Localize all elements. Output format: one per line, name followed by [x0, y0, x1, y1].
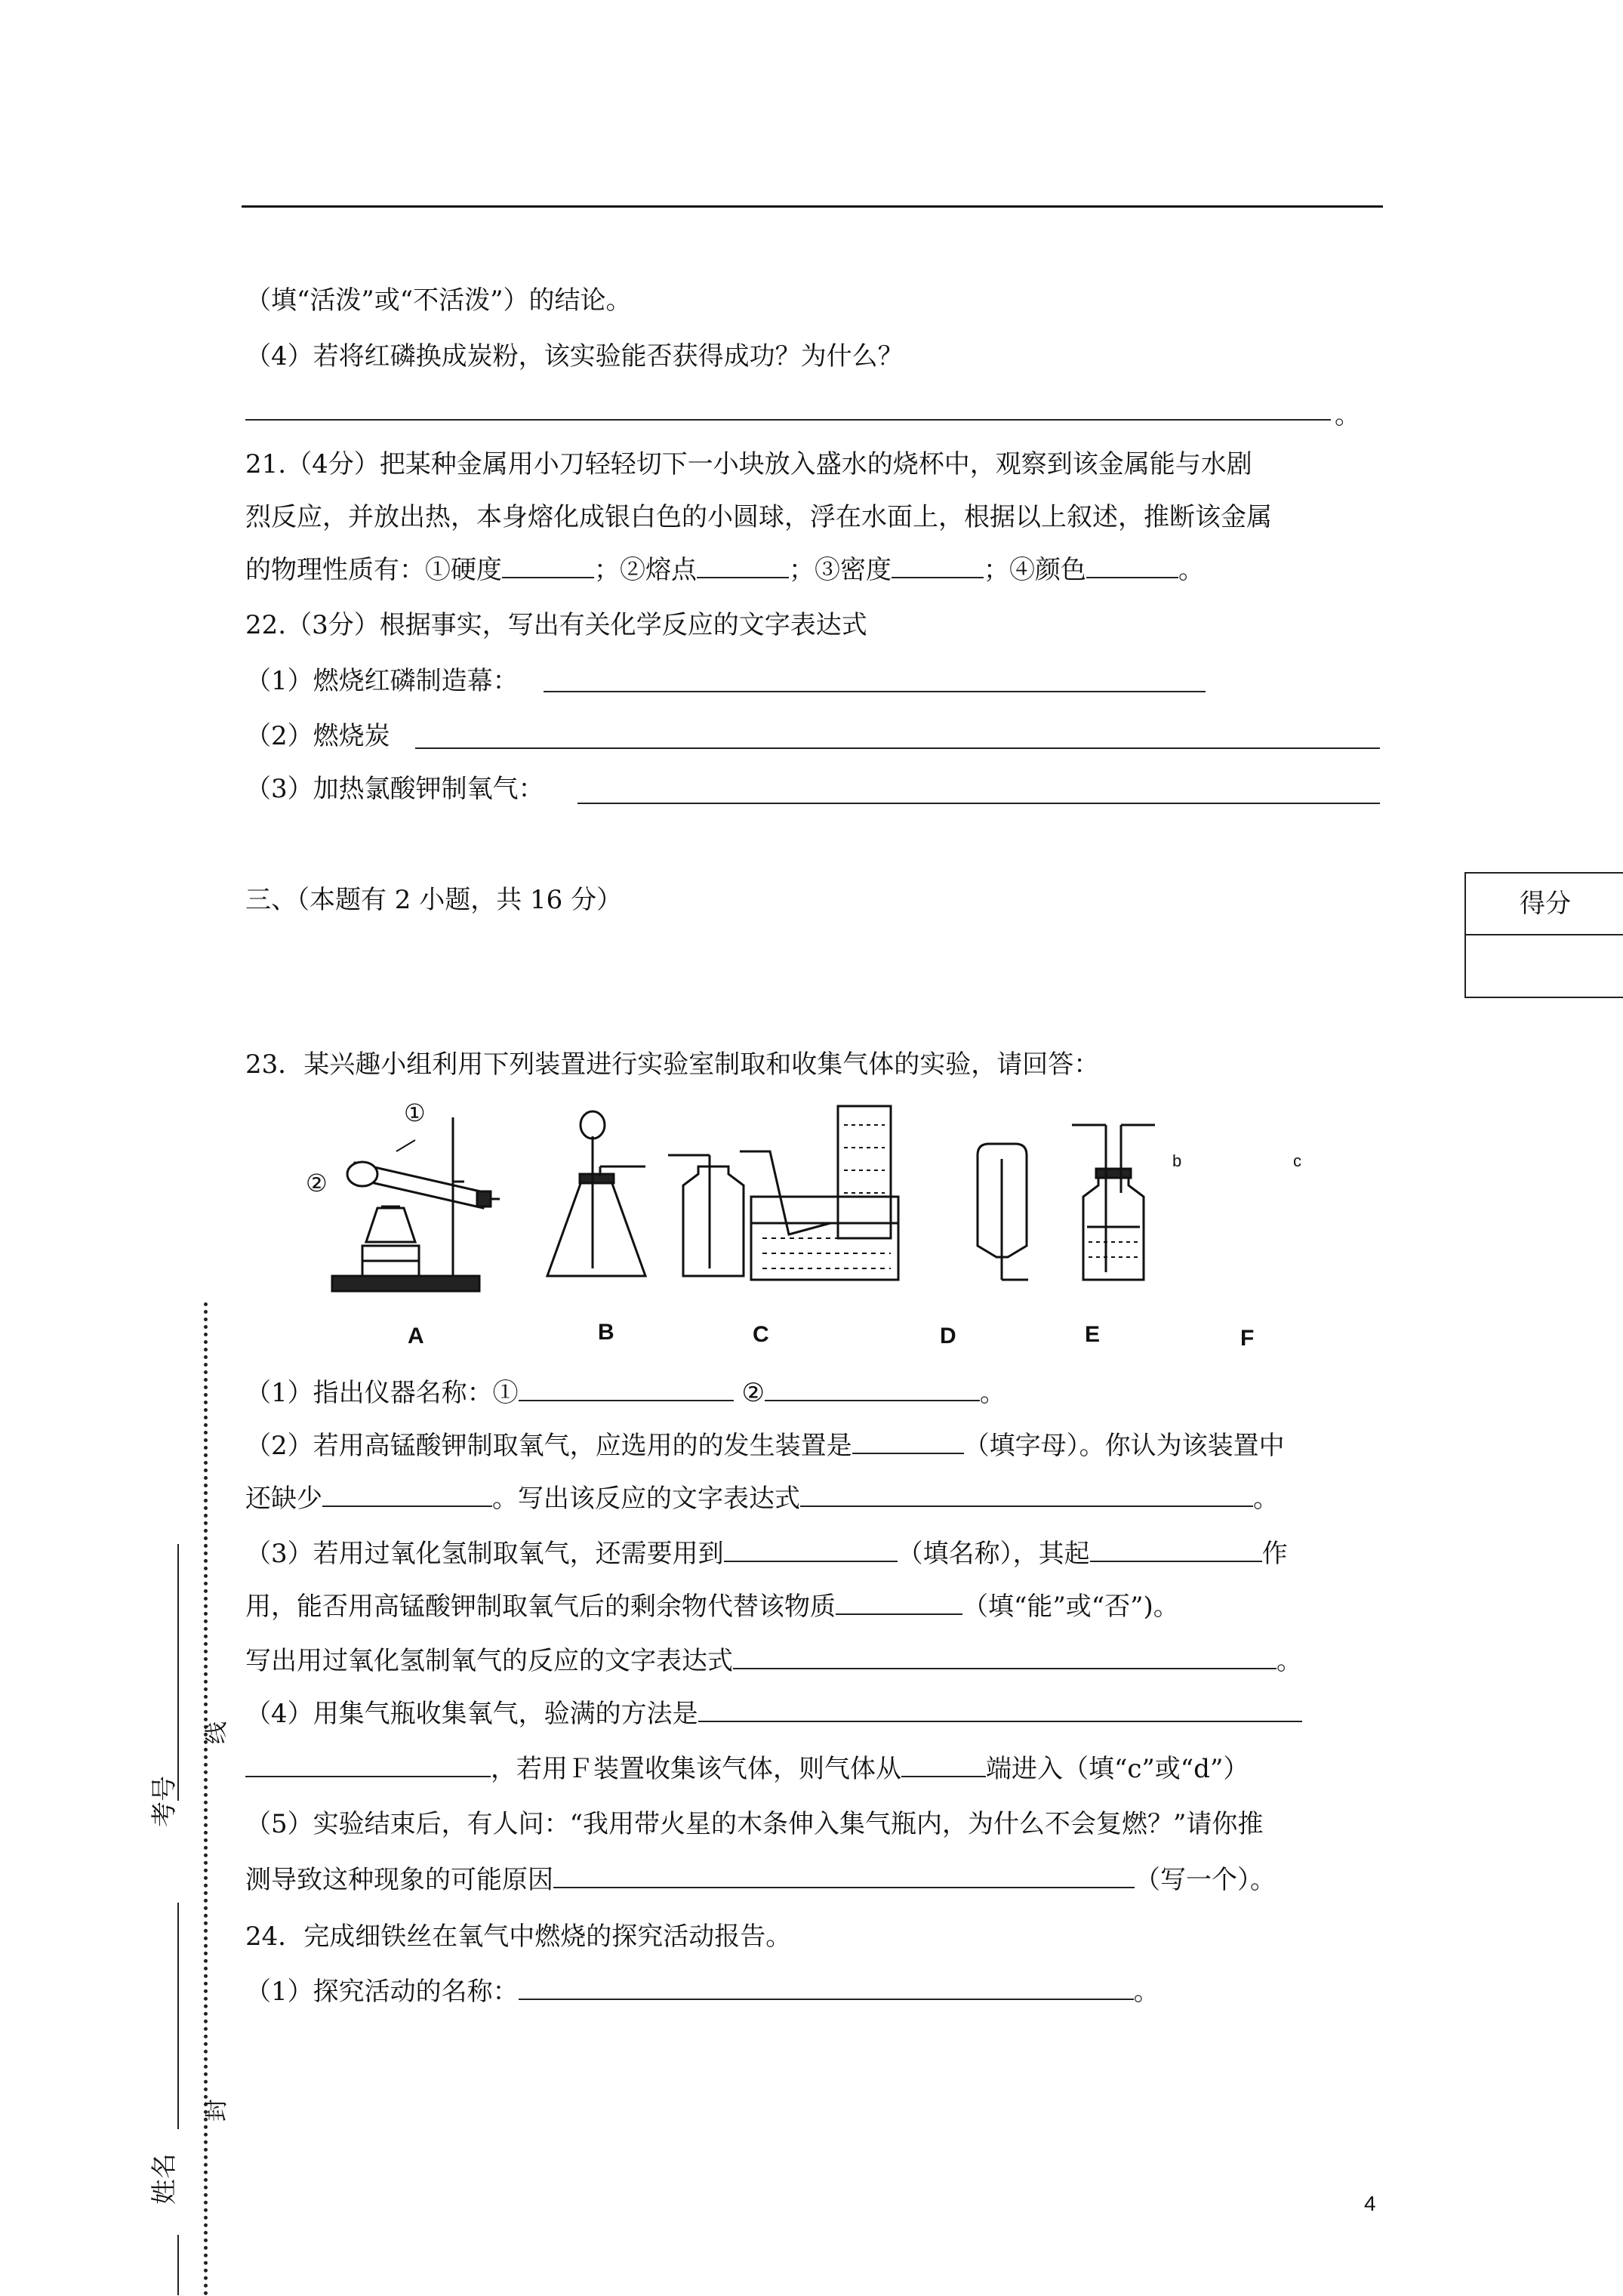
label-c: C: [753, 1322, 769, 1347]
lab-apparatus-figure: [302, 1095, 1298, 1359]
answer-blank[interactable]: [245, 1755, 491, 1777]
answer-line[interactable]: [544, 691, 1206, 692]
text-line: 。: [1335, 400, 1360, 430]
question-23-2: （2）若用高锰酸钾制取氧气，应选用的的发生装置是 （填字母）。你认为该装置中: [245, 1431, 1285, 1461]
question-23-4-cont: ，若用Ｆ装置收集该气体，则气体从 端进入（填“c”或“d”）: [245, 1754, 1249, 1784]
answer-line[interactable]: [415, 747, 1380, 749]
question-23: 23．某兴趣小组利用下列装置进行实验室制取和收集气体的实验，请回答：: [245, 1049, 1100, 1080]
question-24-1: （1）探究活动的名称： 。: [245, 1977, 1160, 2007]
page-number: 4: [1364, 2192, 1376, 2215]
answer-line[interactable]: [577, 803, 1380, 804]
question-20-4: （4）若将红磷换成炭粉，该实验能否获得成功？为什么？: [245, 341, 904, 371]
label-a: A: [408, 1324, 424, 1348]
score-box: [1464, 872, 1623, 998]
label-d: D: [940, 1324, 956, 1348]
question-23-4: （4）用集气瓶收集氧气，验满的方法是: [245, 1699, 1302, 1729]
question-21: 21.（4分）把某种金属用小刀轻轻切下一小块放入盛水的烧杯中，观察到该金属能与水剧: [245, 449, 1252, 479]
label-f: F: [1240, 1326, 1255, 1351]
answer-blank[interactable]: [519, 1379, 734, 1401]
marker-1: ①: [404, 1099, 426, 1127]
question-21-blanks: 的物理性质有：①硬度 ；②熔点 ；③密度 ；④颜色 。: [245, 555, 1204, 585]
question-23-5-cont: 测导致这种现象的可能原因 （写一个）。: [245, 1865, 1276, 1895]
answer-blank[interactable]: [322, 1484, 492, 1507]
answer-blank[interactable]: [836, 1592, 962, 1615]
apparatus-d: [740, 1106, 898, 1280]
question-23-1: （1）指出仪器名称：① ② 。: [245, 1378, 1006, 1408]
question-22-3: （3）加热氯酸钾制氧气：: [245, 774, 544, 804]
apparatus-b: [547, 1111, 645, 1276]
question-22-2: （2）燃烧炭: [245, 721, 390, 751]
line-char: 线: [204, 1721, 230, 1744]
answer-blank[interactable]: [733, 1647, 1277, 1669]
question-24: 24．完成细铁丝在氧气中燃烧的探究活动报告。: [245, 1922, 792, 1952]
answer-blank[interactable]: [1090, 1539, 1262, 1562]
apparatus-a: [332, 1117, 500, 1291]
margin-line: [177, 2235, 179, 2295]
name-line[interactable]: [177, 1903, 179, 2129]
section-heading: 三、（本题有 2 小题，共 16 分）: [245, 885, 623, 915]
answer-blank[interactable]: [724, 1539, 898, 1562]
question-23-2-cont: 还缺少 。写出该反应的文字表达式 。: [245, 1484, 1279, 1514]
question-22: 22.（3分）根据事实，写出有关化学反应的文字表达式: [245, 610, 867, 640]
port-b-label: b: [1172, 1151, 1182, 1170]
answer-blank[interactable]: [519, 1977, 1134, 2000]
port-c-label: c: [1293, 1151, 1301, 1170]
answer-blank[interactable]: [800, 1484, 1253, 1507]
answer-blank[interactable]: [553, 1866, 1135, 1888]
question-22-1: （1）燃烧红磷制造幕：: [245, 666, 519, 696]
answer-blank[interactable]: [852, 1432, 964, 1454]
seal-char: 封: [204, 2099, 230, 2122]
label-e: E: [1085, 1322, 1101, 1347]
text-line: （填“活泼”或“不活泼”）的结论。: [245, 285, 632, 316]
exam-no-line[interactable]: [177, 1544, 179, 1801]
binding-dotted-line: [204, 1302, 208, 2296]
question-23-3-cont2: 写出用过氧化氢制氧气的反应的文字表达式 。: [245, 1646, 1302, 1676]
answer-blank[interactable]: [698, 1700, 1302, 1722]
question-23-3-cont: 用，能否用高锰酸钾制取氧气后的剩余物代替该物质 （填“能”或“否”)。: [245, 1592, 1179, 1622]
answer-line: [245, 419, 1331, 421]
score-box-header: 得分: [1466, 874, 1623, 935]
apparatus-c: [668, 1155, 744, 1276]
marker-2: ②: [306, 1169, 328, 1197]
label-b: B: [598, 1320, 614, 1345]
question-23-5: （5）实验结束后，有人问：“我用带火星的木条伸入集气瓶内，为什么不会复燃？”请你推: [245, 1809, 1264, 1839]
apparatus-f: [1072, 1125, 1155, 1280]
question-23-3: （3）若用过氧化氢制取氧气，还需要用到 （填名称），其起 作: [245, 1539, 1288, 1569]
apparatus-e: [978, 1144, 1028, 1280]
answer-blank[interactable]: [697, 556, 789, 578]
name-label: 姓名: [149, 2153, 180, 2205]
answer-blank[interactable]: [502, 556, 594, 578]
answer-blank[interactable]: [765, 1379, 980, 1401]
exam-no-label: 考号: [149, 1776, 180, 1827]
answer-blank[interactable]: [901, 1755, 986, 1777]
text-line: 烈反应，并放出热，本身熔化成银白色的小圆球，浮在水面上，根据以上叙述，推断该金属: [245, 502, 1272, 532]
answer-blank[interactable]: [1086, 556, 1178, 578]
header-rule: [242, 205, 1383, 208]
answer-blank[interactable]: [892, 556, 984, 578]
